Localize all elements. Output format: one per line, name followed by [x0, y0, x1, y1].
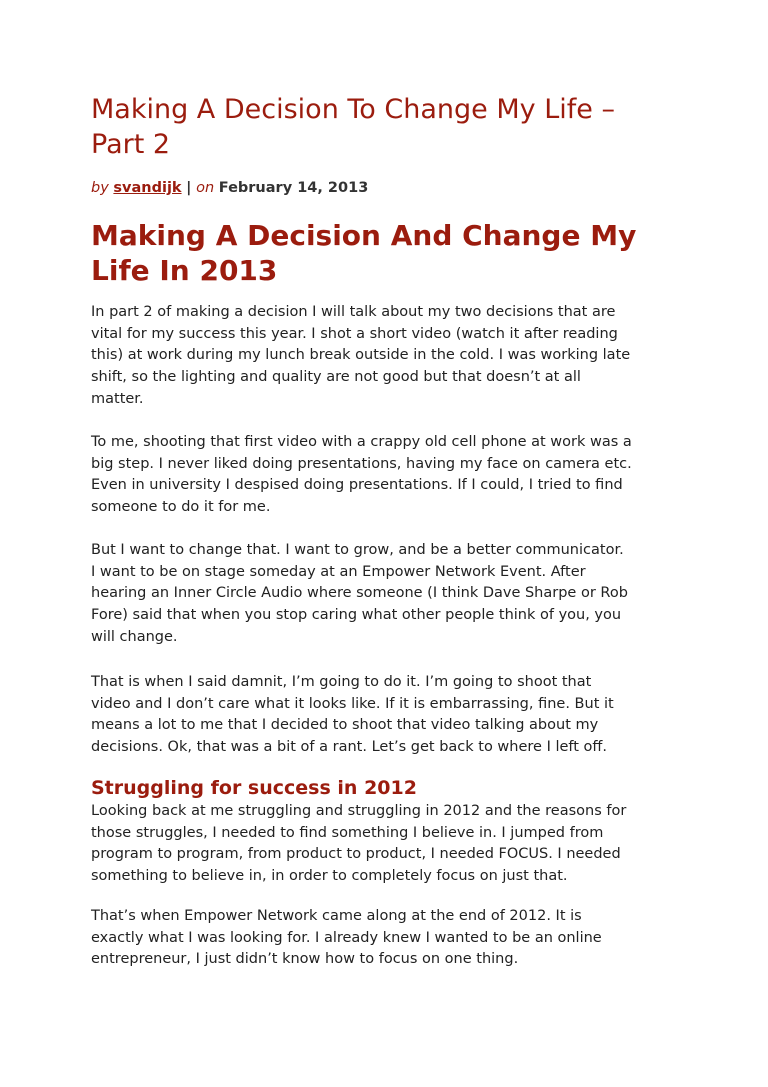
paragraph-line: In part 2 of making a decision I will talk about my two decisions that are	[91, 304, 616, 320]
post-date: February 14, 2013	[218, 180, 369, 196]
paragraph-line: will change.	[91, 628, 178, 645]
author-link[interactable]: svandijk	[113, 180, 182, 196]
paragraph	[91, 432, 632, 519]
paragraph-line: shift, so the lighting and quality are not good but that doesn’t at all	[91, 369, 581, 386]
paragraph-line: But I want to change that. I want to grow, and be a better communicator.	[91, 542, 624, 558]
post-title-line: Making A Decision To Change My Life –	[91, 94, 615, 125]
paragraph-line: I want to be on stage someday at an Empower Network Event. After	[91, 563, 586, 580]
paragraph-line: Looking back at me struggling and struggling in 2012 and the reasons for	[91, 803, 627, 819]
post-title	[91, 92, 615, 162]
heading-line: Life In 2013	[91, 254, 278, 287]
meta-by: by	[91, 180, 109, 196]
paragraph-line: That is when I said damnit, I’m going to do it. I’m going to shoot that	[91, 674, 592, 690]
paragraph	[91, 540, 628, 649]
paragraph-line: vital for my success this year. I shot a short video (watch it after reading	[91, 325, 618, 342]
post-title-line: Part 2	[91, 129, 171, 160]
paragraph-line: That’s when Empower Network came along at the end of 2012. It is	[91, 908, 582, 924]
post-meta	[91, 180, 368, 196]
paragraph-line: Even in university I despised doing presentations. If I could, I tried to find	[91, 477, 623, 494]
paragraph-line: those struggles, I needed to find something I believe in. I jumped from	[91, 824, 604, 841]
paragraph-line: Fore) said that when you stop caring what other people think of you, you	[91, 607, 622, 624]
paragraph-line: big step. I never liked doing presentations, having my face on camera etc.	[91, 455, 632, 472]
paragraph-line: this) at work during my lunch break outside in the cold. I was working late	[91, 347, 631, 364]
meta-on: on	[196, 180, 215, 196]
heading-line: Making A Decision And Change My	[91, 219, 637, 252]
paragraph	[91, 906, 602, 971]
paragraph-line: matter.	[91, 390, 144, 407]
paragraph-line: exactly what I was looking for. I already knew I wanted to be an online	[91, 929, 602, 946]
meta-separator: |	[186, 180, 192, 196]
paragraph	[91, 672, 614, 759]
subheading: Struggling for success in 2012	[91, 777, 417, 799]
paragraph-line: something to believe in, in order to completely focus on just that.	[91, 868, 568, 885]
article-heading	[91, 218, 636, 288]
paragraph-line: means a lot to me that I decided to shoot that video talking about my	[91, 717, 599, 734]
paragraph-line: someone to do it for me.	[91, 499, 271, 516]
paragraph-line: hearing an Inner Circle Audio where someone (I think Dave Sharpe or Rob	[91, 585, 628, 602]
paragraph	[91, 801, 626, 888]
paragraph-line: video and I don’t care what it looks like. If it is embarrassing, fine. But it	[91, 695, 614, 712]
paragraph-line: To me, shooting that first video with a crappy old cell phone at work was a	[91, 434, 632, 450]
paragraph-line: decisions. Ok, that was a bit of a rant. Let’s get back to where I left off.	[91, 739, 608, 756]
paragraph	[91, 302, 630, 411]
paragraph-line: entrepreneur, I just didn’t know how to focus on one thing.	[91, 951, 519, 968]
paragraph-line: program to program, from product to product, I needed FOCUS. I needed	[91, 846, 621, 863]
